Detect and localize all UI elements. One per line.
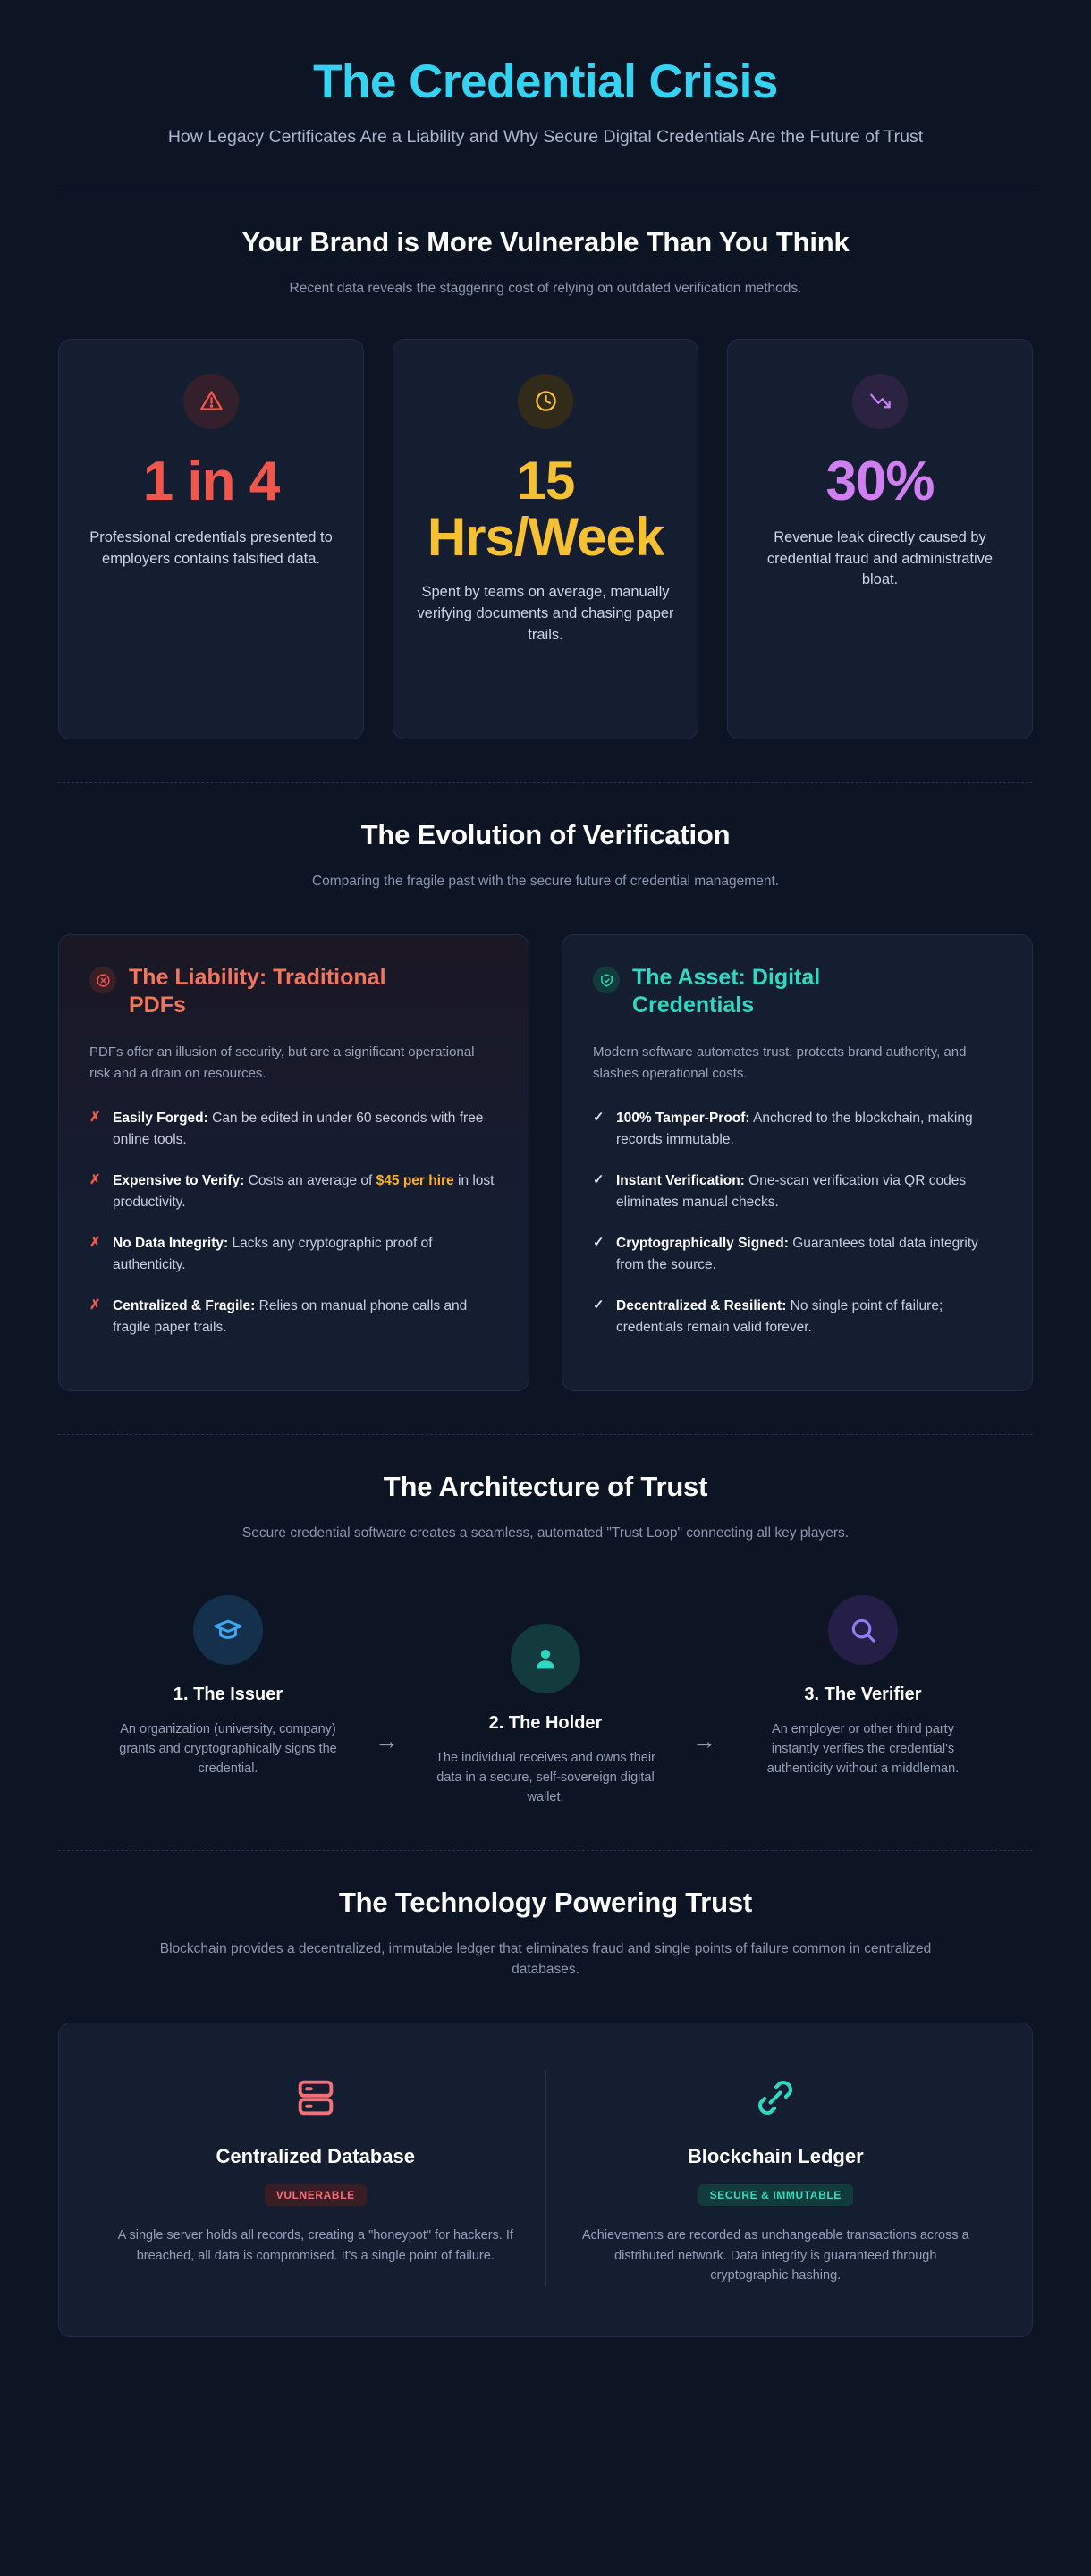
stat-card — [58, 339, 364, 739]
asset-header — [593, 964, 1002, 1018]
item-label: Cryptographically Signed: — [616, 1235, 789, 1251]
list-item — [593, 1233, 1002, 1276]
item-text: Costs an average of — [244, 1172, 376, 1188]
item-text: Relies on manual phone calls and fragile paper trails. — [113, 1297, 468, 1335]
evolution-section — [58, 783, 1033, 1391]
check-icon: ✓ — [593, 1296, 605, 1313]
item-text: Guarantees total data integrity from the source. — [616, 1235, 978, 1272]
graduation-cap-icon — [193, 1595, 263, 1665]
stats-section — [58, 190, 1033, 739]
item-text: No single point of failure; credentials remain valid forever. — [616, 1297, 943, 1335]
item-label: Centralized & Fragile: — [113, 1297, 256, 1313]
stats-lead: Recent data reveals the staggering cost of relying on outdated verification methods. — [289, 280, 802, 296]
tech-desc: A single server holds all records, creating a "honeypot" for hackers. If breached, all data is compromised. It's a single point of failure. — [117, 2228, 513, 2263]
page-title: The Credential Crisis — [313, 55, 778, 108]
stat-card — [727, 339, 1033, 739]
comparison-columns — [58, 934, 1033, 1391]
technology-lead: Blockchain provides a decentralized, immutable ledger that eliminates fraud and single points of failure common in centralized databases. — [159, 1940, 932, 1978]
stat-label: Professional credentials presented to employers contains falsified data. — [89, 528, 333, 567]
clock-icon — [518, 374, 573, 429]
warning-triangle-icon — [183, 374, 239, 429]
item-label: Instant Verification: — [616, 1172, 745, 1188]
list-item — [593, 1170, 1002, 1213]
item-text: Can be edited in under 60 seconds with free online tools. — [113, 1110, 484, 1147]
check-icon: ✓ — [593, 1171, 605, 1187]
stat-value: 30% — [825, 450, 935, 512]
loop-step-desc: The individual receives and owns their data in a secure, self-sovereign digital wallet. — [436, 1750, 655, 1804]
trust-loop — [58, 1595, 1033, 1807]
list-item — [593, 1296, 1002, 1339]
arrow-icon: → — [692, 1727, 716, 1754]
hero-section — [58, 36, 1033, 150]
loop-step-desc: An employer or other third party instantly verifies the credential's authenticity without a middleman. — [766, 1721, 960, 1776]
technology-heading: The Technology Powering Trust — [338, 1886, 753, 1918]
user-icon — [511, 1624, 580, 1693]
technology-section — [58, 1851, 1033, 2337]
architecture-heading: The Architecture of Trust — [383, 1470, 708, 1502]
centralized-database-panel — [86, 2070, 546, 2285]
architecture-lead: Secure credential software creates a seamless, automated "Trust Loop" connecting all key players. — [241, 1524, 850, 1541]
list-item — [593, 1108, 1002, 1151]
item-highlight: $45 per hire — [376, 1172, 454, 1188]
item-label: Expensive to Verify: — [113, 1172, 245, 1188]
item-text: Anchored to the blockchain, making records immutable. — [616, 1110, 973, 1147]
loop-step-name: 2. The Holder — [488, 1712, 603, 1733]
asset-list — [593, 1108, 1002, 1339]
liability-card — [58, 934, 529, 1391]
circle-x-icon — [89, 967, 116, 993]
architecture-section — [58, 1435, 1033, 1807]
item-text: One-scan verification via QR codes eliminates manual checks. — [616, 1172, 967, 1210]
stat-card — [393, 339, 698, 739]
list-item — [89, 1233, 498, 1276]
tech-desc: Achievements are recorded as unchangeable transactions across a distributed network. Data integrity is guaranteed through cryptographic hashing. — [581, 2228, 969, 2284]
status-badge: VULNERABLE — [265, 2184, 367, 2206]
item-label: Easily Forged: — [113, 1110, 208, 1126]
stat-label: Revenue leak directly caused by credential fraud and administrative bloat. — [766, 528, 994, 588]
technology-comparison — [58, 2023, 1033, 2336]
asset-card — [562, 934, 1033, 1391]
stat-value: 1 in 4 — [142, 450, 280, 512]
loop-step-desc: An organization (university, company) grants and cryptographically signs the credential. — [119, 1721, 337, 1776]
loop-step-name: 3. The Verifier — [804, 1684, 922, 1704]
evolution-lead: Comparing the fragile past with the secure future of credential management. — [311, 873, 780, 889]
cross-icon: ✗ — [89, 1296, 101, 1313]
page-subtitle: How Legacy Certificates Are a Liability and Why Secure Digital Credentials Are the Future of Trust — [167, 127, 924, 148]
tech-name: Centralized Database — [216, 2145, 416, 2168]
loop-step-name: 1. The Issuer — [173, 1684, 283, 1704]
liability-header — [89, 964, 498, 1018]
stats-cards — [58, 339, 1033, 739]
blockchain-ledger-panel — [546, 2070, 1006, 2285]
cross-icon: ✗ — [89, 1171, 101, 1187]
link-chain-icon — [577, 2070, 976, 2125]
search-icon — [828, 1595, 898, 1665]
liability-list — [89, 1108, 498, 1339]
list-item — [89, 1108, 498, 1151]
cross-icon: ✗ — [89, 1234, 101, 1250]
loop-step-verifier — [736, 1595, 991, 1778]
stats-heading: Your Brand is More Vulnerable Than You Think — [241, 225, 850, 258]
asset-title: The Asset: Digital Credentials — [632, 965, 821, 1018]
evolution-heading: The Evolution of Verification — [360, 818, 731, 850]
tech-name: Blockchain Ledger — [687, 2145, 864, 2168]
cross-icon: ✗ — [89, 1109, 101, 1125]
item-label: 100% Tamper-Proof: — [616, 1110, 750, 1126]
check-icon: ✓ — [593, 1109, 605, 1125]
status-badge: SECURE & IMMUTABLE — [698, 2184, 853, 2206]
shield-check-icon — [593, 967, 620, 993]
item-text: Lacks any cryptographic proof of authenticity. — [113, 1235, 433, 1272]
item-label: Decentralized & Resilient: — [616, 1297, 787, 1313]
asset-desc: Modern software automates trust, protects brand authority, and slashes operational costs. — [593, 1044, 967, 1081]
liability-desc: PDFs offer an illusion of security, but are a significant operational risk and a drain on resources. — [89, 1044, 475, 1081]
check-icon: ✓ — [593, 1234, 605, 1250]
item-label: No Data Integrity: — [113, 1235, 229, 1251]
stat-value: 15 Hrs/Week — [427, 450, 664, 568]
stat-label: Spent by teams on average, manually verifying documents and chasing paper trails. — [417, 584, 674, 643]
trend-down-icon — [852, 374, 908, 429]
arrow-icon: → — [375, 1727, 399, 1754]
item-text-2: in lost productivity. — [113, 1172, 495, 1210]
list-item — [89, 1296, 498, 1339]
database-icon — [116, 2070, 515, 2125]
liability-title: The Liability: Traditional PDFs — [129, 965, 386, 1018]
loop-step-holder — [419, 1624, 673, 1807]
list-item — [89, 1170, 498, 1213]
loop-step-issuer — [101, 1595, 356, 1778]
